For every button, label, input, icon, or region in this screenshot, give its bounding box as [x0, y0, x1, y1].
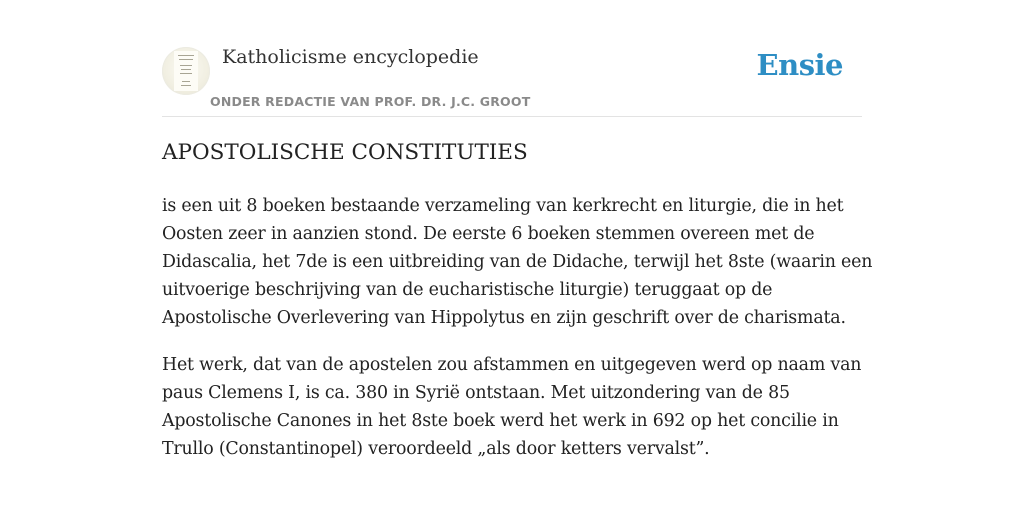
- encyclopedia-title-link[interactable]: Katholicisme encyclopedie: [222, 46, 479, 68]
- book-cover-page: [174, 51, 198, 91]
- article-body: [162, 192, 878, 482]
- encyclopedia-editor-subtitle: ONDER REDACTIE VAN PROF. DR. J.C. GROOT: [210, 94, 531, 109]
- article-title: APOSTOLISCHE CONSTITUTIES: [162, 140, 528, 165]
- book-cover-thumbnail[interactable]: [162, 47, 210, 95]
- ensie-logo-link[interactable]: Ensie: [756, 48, 843, 82]
- article-paragraph: Het werk, dat van de apostelen zou afstammen en uitgegeven werd op naam van paus Clemens I, is ca. 380 in Syrië ontstaan. Met uitzondering van de 85 Apostolische Canones in het 8ste boek werd het werk in 692 op het concilie in Trullo (Constantinopel) veroordeeld „als door ketters vervalst”.: [162, 355, 862, 459]
- encyclopedia-header: [162, 44, 862, 117]
- article-paragraph: is een uit 8 boeken bestaande verzameling van kerkrecht en liturgie, die in het Oosten zeer in aanzien stond. De eerste 6 boeken stemmen overeen met de Didascalia, het 7de is een uitbreiding van de Didache, terwijl het 8ste (waarin een uitvoerige beschrijving van de eucharistische liturgie) teruggaat op de Apostolische Overlevering van Hippolytus en zijn geschrift over de charismata.: [162, 196, 873, 328]
